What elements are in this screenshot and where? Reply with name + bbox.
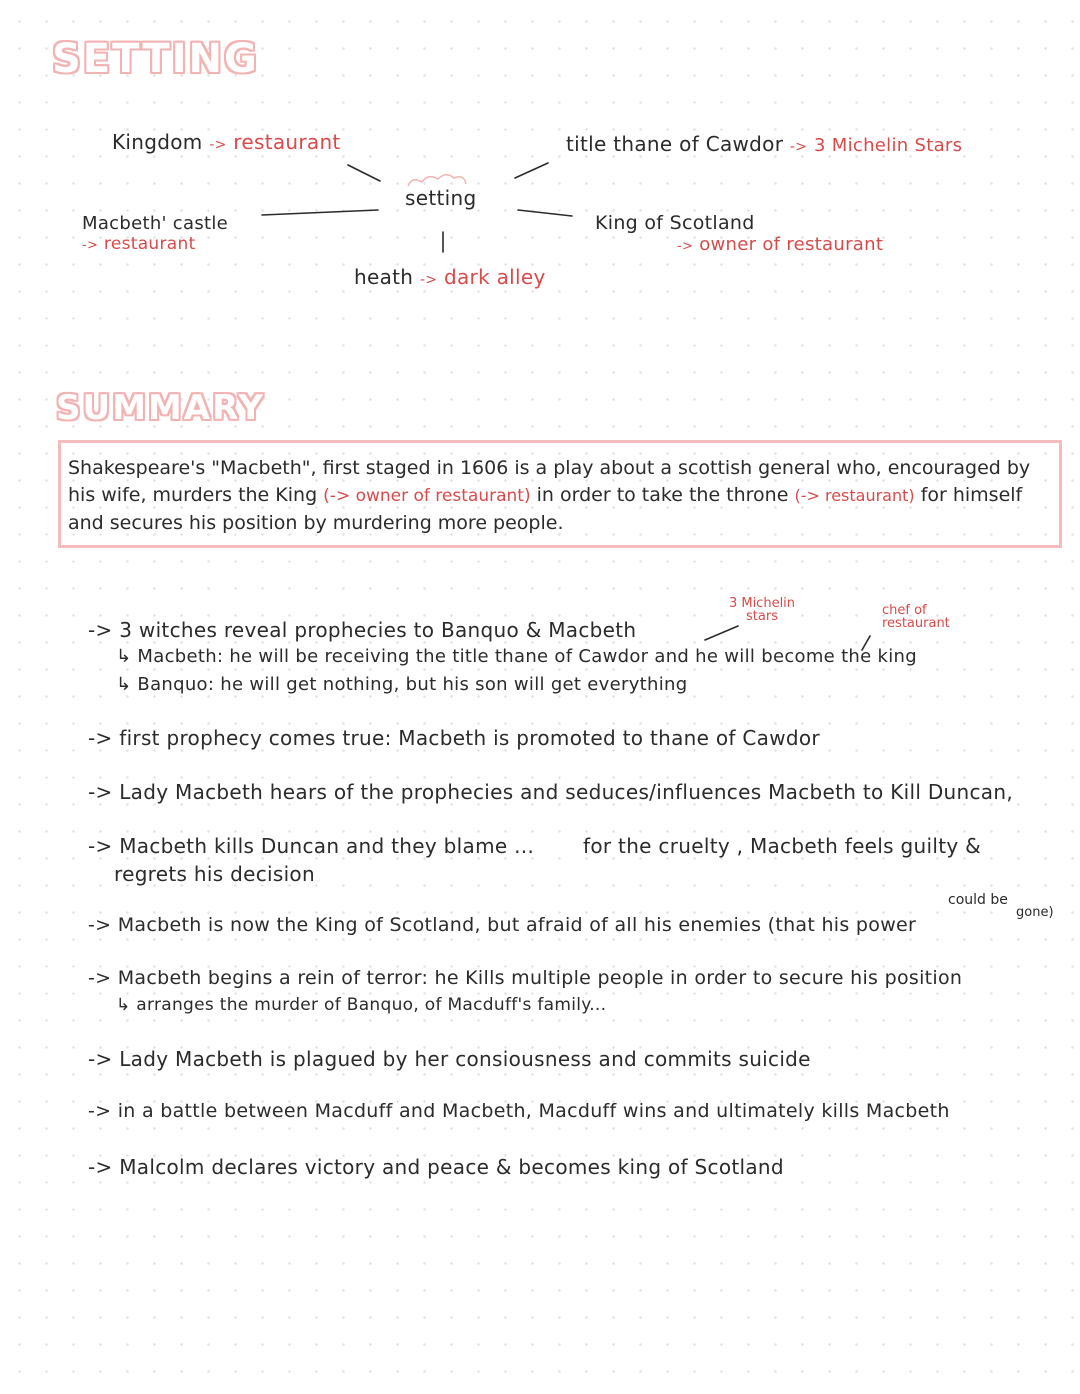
event-witches: -> 3 witches reveal prophecies to Banquo & Macbeth [88, 618, 637, 642]
setting-center: setting [405, 186, 477, 210]
event-kills-duncan: -> Macbeth kills Duncan and they blame ... [88, 834, 535, 858]
cloud-doodle [408, 175, 466, 186]
title-label: title thane of Cawdor [566, 132, 784, 156]
heath-node [354, 265, 546, 289]
king-value: owner of restaurant [699, 234, 884, 255]
title-value: 3 Michelin Stars [813, 135, 963, 156]
summary-part-2: in order to take the throne [536, 484, 789, 506]
king-node [595, 212, 883, 255]
sub-arrow-icon: ↳ [116, 646, 132, 667]
connector-king [518, 210, 572, 216]
event-witches-sub-2 [116, 674, 687, 695]
connector-title [515, 163, 548, 178]
kingdom-label: Kingdom [112, 130, 203, 154]
setting-heading: SETTING [52, 36, 259, 82]
note-chef: chef of restaurant [882, 603, 950, 631]
castle-value-line [82, 234, 228, 254]
arrow-icon: -> [677, 239, 694, 254]
connector-michelin [705, 626, 738, 640]
kingdom-value: restaurant [233, 130, 341, 154]
summary-note-1: (-> owner of restaurant) [323, 486, 531, 506]
summary-heading: SUMMARY [56, 388, 266, 428]
event-regrets: regrets his decision [114, 862, 315, 886]
summary-part-1: Shakespeare's "Macbeth", first staged in 1606 is a play about a scottish general who, encouraged by his wife, murders the King [68, 457, 1031, 506]
sub-arrow-icon: ↳ [116, 674, 132, 695]
arrow-icon: -> [789, 139, 808, 155]
arrow-icon: -> [209, 137, 227, 153]
event-reign-of-terror: -> Macbeth begins a rein of terror: he Kills multiple people in order to secure his position [88, 967, 963, 989]
heath-value: dark alley [444, 265, 546, 289]
connector-kingdom [348, 165, 380, 181]
king-value-line [595, 234, 883, 255]
king-label: King of Scotland [595, 212, 755, 234]
note-michelin-stars: 3 Michelin stars [728, 596, 796, 624]
event-witches-sub-1 [116, 646, 917, 667]
arrow-icon: -> [419, 272, 438, 288]
event-malcolm: -> Malcolm declares victory and peace & becomes king of Scotland [88, 1155, 784, 1179]
summary-part-3: for himself and secures his position by murdering more people. [68, 484, 1023, 534]
kingdom-node [112, 130, 341, 154]
arrow-icon: -> [82, 238, 99, 253]
summary-paragraph [68, 455, 1058, 537]
castle-value: restaurant [103, 234, 196, 254]
event-first-prophecy: -> first prophecy comes true: Macbeth is promoted to thane of Cawdor [88, 726, 820, 750]
event-lady-macbeth: -> Lady Macbeth hears of the prophecies and seduces/influences Macbeth to Kill Duncan, [88, 780, 1013, 804]
event-guilty: for the cruelty , Macbeth feels guilty & [583, 834, 982, 858]
event-now-king: -> Macbeth is now the King of Scotland, but afraid of all his enemies (that his power [88, 914, 917, 936]
connector-castle [262, 210, 378, 215]
title-node [566, 132, 962, 156]
castle-label: Macbeth' castle [82, 213, 229, 234]
sub-arrow-icon: ↳ [116, 995, 131, 1015]
event-battle: -> in a battle between Macduff and Macbeth, Macduff wins and ultimately kills Macbeth [88, 1100, 950, 1122]
note-could-be: could be [948, 892, 1008, 908]
event-now-king-end: gone) [1016, 905, 1054, 920]
sub-arranges: arranges the murder of Banquo, of Macduff's family... [136, 995, 607, 1015]
heath-label: heath [354, 265, 414, 289]
castle-node [82, 213, 228, 254]
summary-note-2: (-> restaurant) [794, 486, 915, 505]
sub-macbeth: Macbeth: he will be receiving the title thane of Cawdor and he will become the king [137, 646, 917, 667]
sub-banquo: Banquo: he will get nothing, but his son will get everything [137, 674, 688, 695]
event-reign-sub [116, 995, 606, 1015]
event-suicide: -> Lady Macbeth is plagued by her consiousness and commits suicide [88, 1047, 811, 1071]
